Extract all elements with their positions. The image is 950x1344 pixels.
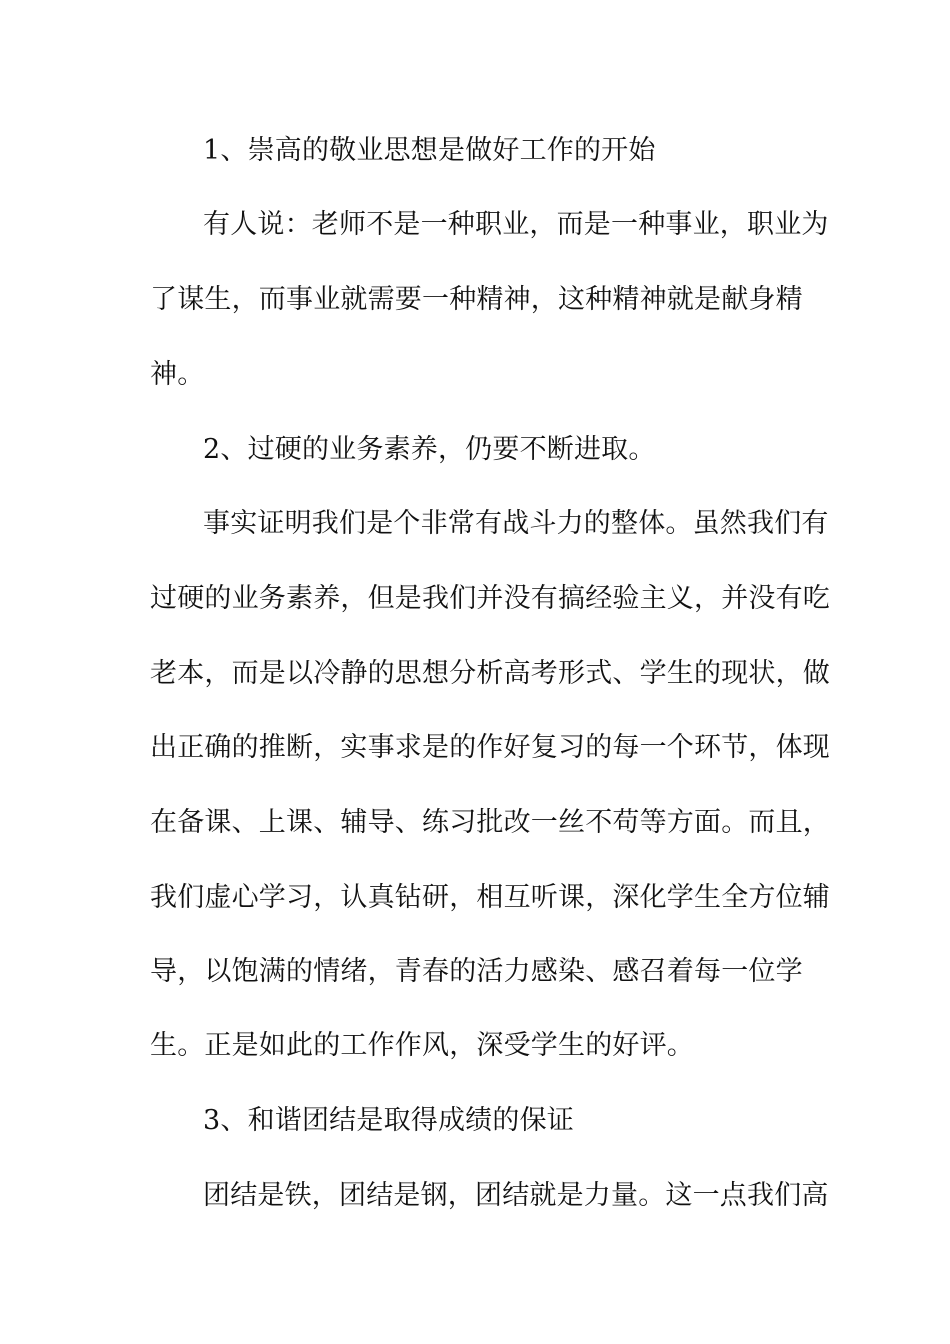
paragraph-line: 事实证明我们是个非常有战斗力的整体。虽然我们有 — [203, 508, 829, 539]
paragraph-line: 出正确的推断，实事求是的作好复习的每一个环节，体现 — [150, 732, 830, 763]
section-heading-3: 3、和谐团结是取得成绩的保证 — [203, 1105, 574, 1136]
paragraph-line: 有人说：老师不是一种职业，而是一种事业，职业为 — [203, 209, 829, 240]
paragraph-line: 了谋生，而事业就需要一种精神，这种精神就是献身精 — [150, 284, 803, 315]
paragraph-line: 神。 — [150, 359, 205, 390]
paragraph-line: 团结是铁，团结是钢，团结就是力量。这一点我们高 — [203, 1180, 829, 1211]
section-heading-2: 2、过硬的业务素养，仍要不断进取。 — [203, 434, 656, 465]
paragraph-line: 老本，而是以冷静的思想分析高考形式、学生的现状，做 — [150, 658, 830, 689]
paragraph-line: 在备课、上课、辅导、练习批改一丝不苟等方面。而且， — [150, 807, 830, 838]
paragraph-line: 生。正是如此的工作作风，深受学生的好评。 — [150, 1030, 694, 1061]
paragraph-line: 过硬的业务素养，但是我们并没有搞经验主义，并没有吃 — [150, 583, 830, 614]
paragraph-line: 我们虚心学习，认真钻研，相互听课，深化学生全方位辅 — [150, 882, 830, 913]
section-heading-1: 1、崇高的敬业思想是做好工作的开始 — [203, 135, 656, 166]
paragraph-line: 导，以饱满的情绪，青春的活力感染、感召着每一位学 — [150, 956, 803, 987]
